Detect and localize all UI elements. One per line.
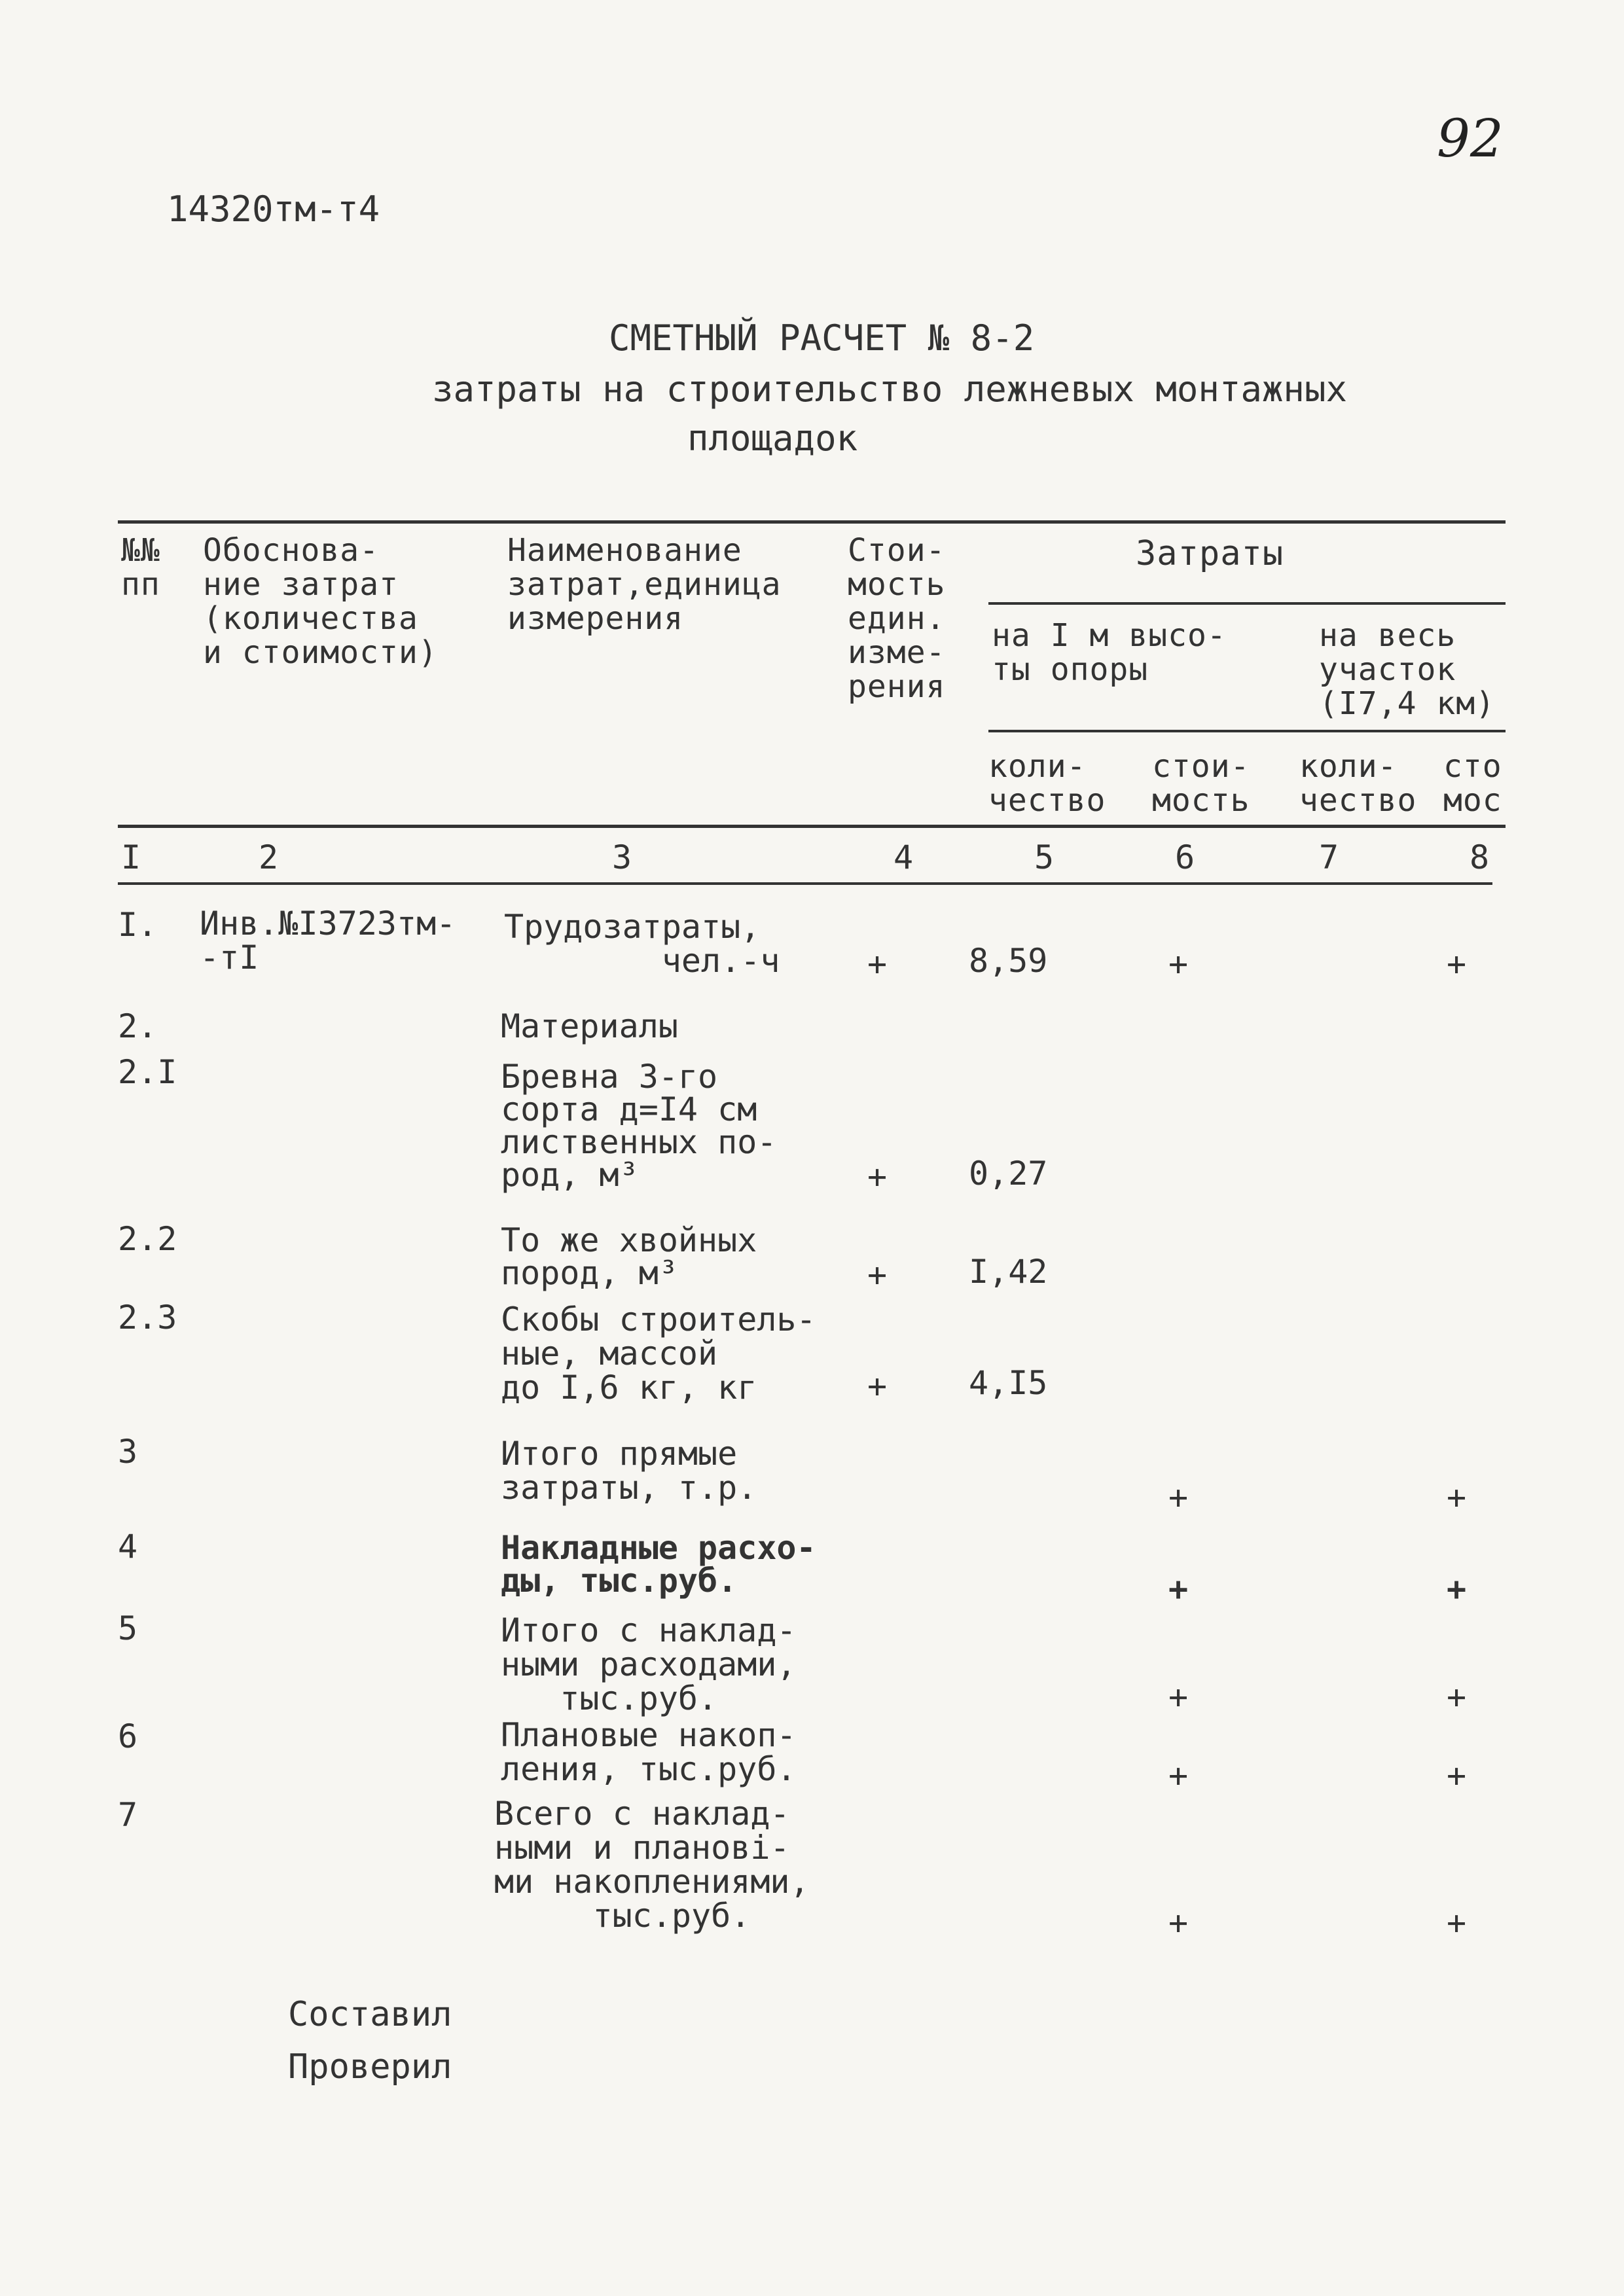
subheader-rule (988, 730, 1506, 732)
row-number: I. (118, 906, 158, 944)
header-costs: Затраты (1136, 534, 1284, 573)
header-bottom-rule (118, 825, 1506, 828)
row-number: 3 (118, 1433, 138, 1471)
row-number: 5 (118, 1609, 138, 1647)
header-quantity-5: коли- чество (988, 748, 1106, 819)
row-cost: + (1168, 1757, 1189, 1795)
row-number: 2.I (118, 1053, 177, 1091)
row-name: Всего с наклад- ными и планові- ми накоплениями, тыс.руб. (494, 1795, 810, 1935)
header-quantity-7: коли- чество (1299, 748, 1417, 819)
costs-header-rule (988, 602, 1506, 605)
row-name: Накладные расхо- ды, тыс.руб. (501, 1529, 816, 1600)
compiled-by-label: Составил (288, 1995, 452, 2034)
row-total-cost: + (1447, 1678, 1467, 1716)
row-unit-cost: + (867, 1158, 888, 1196)
row-total-cost: + (1447, 1570, 1467, 1608)
header-cost-8: сто мос (1443, 748, 1502, 819)
header-unit-cost: Стои- мость един. изме- рения (848, 532, 946, 705)
document-subtitle-line1: затраты на строительство лежневых монтажных (432, 368, 1347, 410)
row-number: 2.2 (118, 1220, 177, 1258)
header-name: Наименование затрат,единица измерения (507, 532, 782, 637)
row-quantity: 8,59 (969, 942, 1048, 980)
row-cost: + (1168, 945, 1189, 983)
row-name: Плановые накоп- ления, тыс.руб. (501, 1716, 797, 1788)
row-quantity: 0,27 (969, 1155, 1048, 1193)
column-number: 2 (259, 838, 279, 876)
column-number: 8 (1470, 838, 1490, 876)
document-subtitle-line2: площадок (687, 418, 858, 459)
row-name: Трудозатраты, чел.-ч (504, 908, 780, 980)
row-number: 7 (118, 1796, 138, 1834)
row-name: Итого с наклад- ными расходами, тыс.руб. (501, 1611, 797, 1717)
column-number: 6 (1175, 838, 1195, 876)
column-number: 7 (1319, 838, 1339, 876)
row-number: 2. (118, 1007, 158, 1045)
row-total-cost: + (1447, 1757, 1467, 1795)
row-total-cost: + (1447, 945, 1467, 983)
column-number: 5 (1034, 838, 1055, 876)
column-number: 4 (893, 838, 914, 876)
table-top-rule (118, 520, 1506, 524)
row-name: То же хвойных пород, м³ (501, 1221, 757, 1292)
row-number: 6 (118, 1717, 138, 1755)
row-name: Итого прямые затраты, т.р. (501, 1435, 757, 1507)
row-number: 4 (118, 1528, 138, 1566)
row-quantity: I,42 (969, 1253, 1048, 1291)
row-total-cost: + (1447, 1479, 1467, 1516)
row-unit-cost: + (867, 945, 888, 983)
row-total-cost: + (1447, 1904, 1467, 1942)
page-number: 92 (1437, 108, 1504, 169)
header-row-number: №№ пп (121, 532, 160, 603)
row-quantity: 4,I5 (969, 1364, 1048, 1402)
row-cost: + (1168, 1570, 1189, 1608)
header-cost-6: стои- мость (1152, 748, 1250, 819)
row-cost: + (1168, 1678, 1189, 1716)
document-code: 14320тм-т4 (167, 188, 380, 230)
header-whole-section: на весь участок (I7,4 км) (1319, 617, 1496, 722)
row-cost: + (1168, 1479, 1189, 1516)
row-basis: Инв.№I3723тм- -тI (200, 905, 456, 977)
checked-by-label: Проверил (288, 2047, 452, 2087)
column-number-rule (118, 882, 1492, 885)
column-number: I (121, 838, 141, 876)
row-name: Скобы строитель- ные, массой до I,6 кг, кг (501, 1300, 816, 1407)
header-per-meter: на I м высо- ты опоры (992, 617, 1227, 688)
row-unit-cost: + (867, 1367, 888, 1405)
row-name: Бревна 3-го сорта д=I4 см лиственных по- род, м³ (501, 1058, 777, 1194)
row-number: 2.3 (118, 1299, 177, 1336)
row-unit-cost: + (867, 1256, 888, 1294)
header-basis: Обоснова- ние затрат (количества и стоимости) (203, 532, 438, 671)
column-number: 3 (612, 838, 632, 876)
row-cost: + (1168, 1904, 1189, 1942)
row-name: Материалы (501, 1007, 678, 1045)
document-title: СМЕТНЫЙ РАСЧЕТ № 8-2 (609, 317, 1035, 359)
